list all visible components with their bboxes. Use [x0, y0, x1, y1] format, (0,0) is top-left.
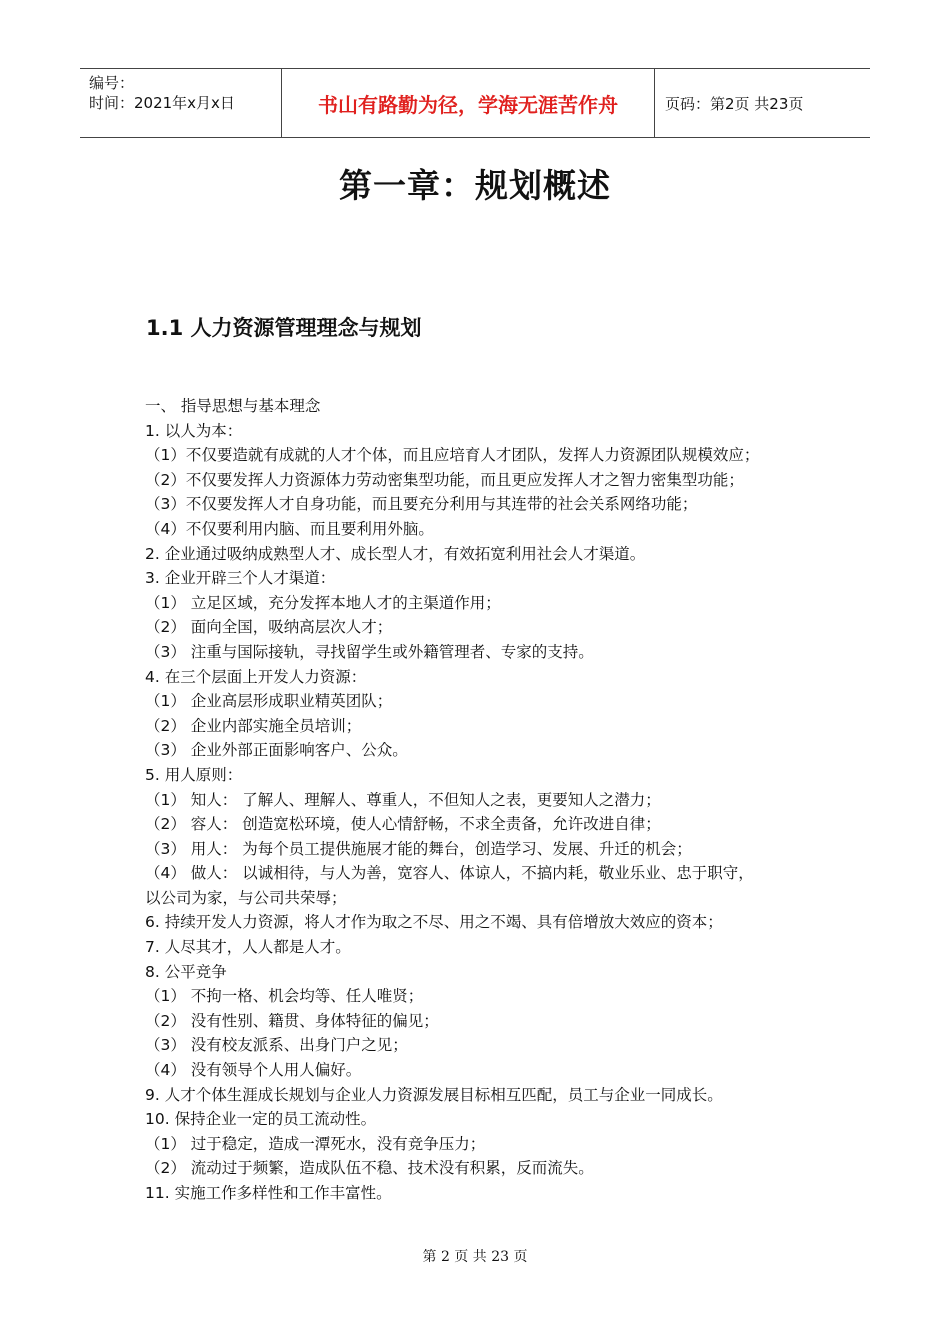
body-line: 8. 公平竞争 — [145, 962, 227, 981]
body-line: （3） 没有校友派系、出身门户之见； — [145, 1036, 408, 1055]
body-line: 7. 人尽其才，人人都是人才。 — [145, 938, 351, 957]
body-line: （3） 用人： 为每个员工提供施展才能的舞台，创造学习、发展、升迁的机会； — [145, 839, 692, 858]
section-title: 1.1 人力资源管理理念与规划 — [146, 316, 422, 340]
body-line: （3） 企业外部正面影响客户、公众。 — [145, 741, 408, 760]
body-line: 9. 人才个体生涯成长规划与企业人力资源发展目标相互匹配，员工与企业一同成长。 — [145, 1085, 723, 1104]
body-line: 5. 用人原则： — [145, 765, 243, 784]
number-label: 编号： — [89, 74, 135, 92]
body-line: （2） 容人： 创造宽松环境，使人心情舒畅，不求全责备，允许改进自律； — [145, 815, 661, 834]
body-line: （4） 没有领导个人用人偏好。 — [145, 1061, 362, 1080]
chapter-title: 第一章：规划概述 — [339, 166, 611, 205]
body-line: （2） 流动过于频繁，造成队伍不稳、技术没有积累，反而流失。 — [145, 1159, 594, 1178]
body-line: 3. 企业开辟三个人才渠道： — [145, 569, 336, 588]
page-footer: 第 2 页 共 23 页 — [422, 1249, 528, 1265]
body-line: （3） 注重与国际接轨，寻找留学生或外籍管理者、专家的支持。 — [145, 642, 594, 661]
body-line: 1. 以人为本： — [145, 421, 243, 440]
body-line: 一、 指导思想与基本理念 — [145, 397, 321, 415]
body-line: （3）不仅要发挥人才自身功能，而且要充分利用与其连带的社会关系网络功能； — [145, 495, 698, 514]
header-table — [80, 68, 870, 138]
body-line: 11. 实施工作多样性和工作丰富性。 — [145, 1184, 392, 1202]
header-left-cell — [80, 69, 281, 137]
body-line: （2） 企业内部实施全员培训； — [145, 716, 362, 735]
body-line: （1） 不拘一格、机会均等、任人唯贤； — [145, 987, 424, 1006]
header-page-cell — [655, 69, 870, 137]
body-line: （2） 面向全国，吸纳高层次人才； — [145, 618, 393, 637]
motto-text: 书山有路勤为径，学海无涯苦作舟 — [318, 92, 618, 117]
body-line: （4） 做人： 以诚相待，与人为善，宽容人、体谅人，不搞内耗，敬业乐业、忠于职守， — [145, 864, 754, 883]
body-line: （2）不仅要发挥人力资源体力劳动密集型功能，而且更应发挥人才之智力密集型功能； — [145, 470, 744, 489]
body-line: 4. 在三个层面上开发人力资源： — [145, 667, 367, 686]
header-motto-cell — [281, 69, 655, 137]
body-line: 6. 持续开发人力资源，将人才作为取之不尽、用之不竭、具有倍增放大效应的资本； — [145, 913, 723, 932]
body-line: （1）不仅要造就有成就的人才个体，而且应培育人才团队，发挥人力资源团队规模效应； — [145, 446, 760, 465]
body-line: （1） 知人： 了解人、理解人、尊重人，不但知人之表，更要知人之潜力； — [145, 790, 661, 809]
body-line: （4）不仅要利用内脑、而且要利用外脑。 — [145, 519, 434, 538]
body-line: （1） 过于稳定，造成一潭死水，没有竞争压力； — [145, 1134, 486, 1153]
body-text — [145, 394, 810, 1206]
body-line: 以公司为家，与公司共荣辱； — [145, 888, 347, 907]
body-line: 10. 保持企业一定的员工流动性。 — [145, 1110, 377, 1129]
body-line: （1） 企业高层形成职业精英团队； — [145, 692, 393, 711]
body-line: （1） 立足区域，充分发挥本地人才的主渠道作用； — [145, 593, 501, 612]
body-line: （2） 没有性别、籍贯、身体特征的偏见； — [145, 1011, 439, 1030]
date-label: 时间：2021年x月x日 — [89, 94, 235, 112]
body-line: 2. 企业通过吸纳成熟型人才、成长型人才，有效拓宽利用社会人才渠道。 — [145, 544, 646, 563]
page-info: 页码：第2页 共23页 — [665, 94, 804, 113]
